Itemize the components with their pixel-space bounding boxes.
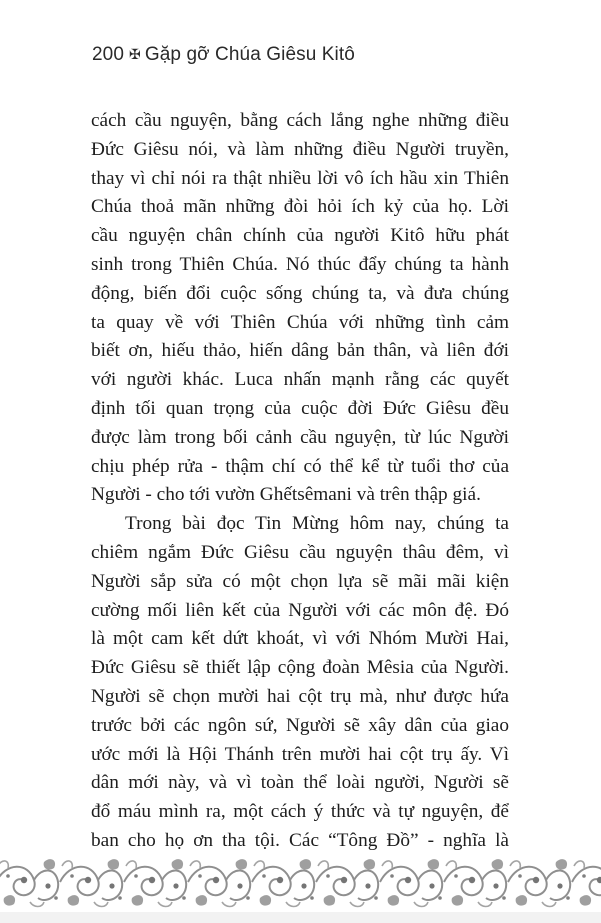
text-line: Chúa thoả mãn những đòi hỏi ích kỷ của họ. Lời [91,196,509,218]
text-line: đổ máu mình ra, một cách ý thức và tự nguyện, để [91,801,509,823]
book-title: Gặp gỡ Chúa Giêsu Kitô [144,44,355,65]
text-line: chịu phép rửa - thậm chí có thể kể từ tuổi thơ của [91,455,509,477]
paragraph-2 [91,510,509,884]
paragraph-1 [91,107,509,510]
text-line: Người sắp sửa có một chọn lựa sẽ mãi mãi kiện [91,570,509,592]
text-line: Người sẽ chọn mười hai cột trụ mà, như được hứa [91,685,509,707]
text-line: thay vì chỉ nói ra thật nhiều lời vô ích hầu xin Thiên [91,167,509,189]
running-header [92,44,355,66]
text-line: ta quay về với Thiên Chúa với những tình cảm [91,311,509,333]
text-line: được làm trong bối cảnh cầu nguyện, từ lúc Người [91,426,509,448]
text-line: cường mối liên kết của Người với các môn đệ. Đó [91,599,509,621]
text-line: động, biến đổi cuộc sống chúng ta, và đưa chúng [91,282,509,304]
text-line: ước mới là Hội Thánh trên mười hai cột trụ ấy. Vì [91,743,509,765]
text-line: dân mới này, và vì toàn thể loài người, Người sẽ [91,772,509,794]
page-bottom-edge [0,912,601,923]
text-line: trước bởi các ngôn sứ, Người sẽ xây dân của giao [91,714,509,736]
text-line: Đức Giêsu nói, và làm những điều Người truyền, [91,138,509,160]
floral-border-ornament-icon [0,852,601,912]
text-line: Đức Giêsu sẽ thiết lập cộng đoàn Mêsia của Người. [91,657,509,679]
text-line: định tối quan trọng của cuộc đời Đức Giêsu đều [91,397,509,419]
text-line: sinh trong Thiên Chúa. Nó thúc đẩy chúng ta hành [91,253,509,275]
text-line: với người khác. Luca nhấn mạnh rằng các quyết [91,369,509,391]
text-line: cầu nguyện chân chính của người Kitô hữu phát [91,225,509,247]
body-text [91,107,509,885]
text-line: chiêm ngắm Đức Giêsu cầu nguyện thâu đêm, vì [91,541,509,563]
text-line: biết ơn, hiếu thảo, hiến dâng bản thân, và liên đới [91,340,509,362]
page-number: 200 [92,44,125,65]
text-line: cách cầu nguyện, bằng cách lắng nghe những điều [91,110,509,131]
text-line: Người - cho tới vườn Ghếtsêmani và trên thập giá. [91,484,481,506]
text-line: là một cam kết dứt khoát, vì với Nhóm Mười Hai, [91,628,509,650]
text-line: Trong bài đọc Tin Mừng hôm nay, chúng ta [125,513,509,535]
text-line: ban cho họ ơn tha tội. Các “Tông Đồ” - nghĩa là [91,829,509,851]
cross-ornament-icon: ✠ [129,46,141,62]
